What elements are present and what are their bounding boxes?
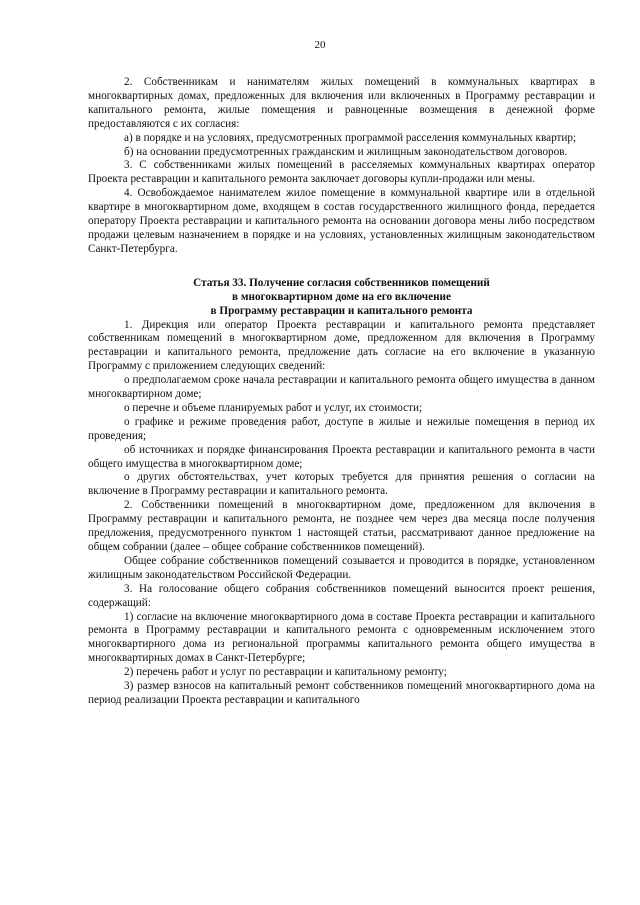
paragraph: 1. Дирекция или оператор Проекта реставрации и капитального ремонта представляет собственникам помещений в многоквартирном доме, предложенном для включения в Программу реставрации и капитального ремонта, предложение дать согласие на его включение в указанную Программу с приложением следующих сведений: xyxy=(88,318,595,373)
article-heading-line: в Программу реставрации и капитального ремонта xyxy=(210,304,473,317)
paragraph: об источниках и порядке финансирования Проекта реставрации и капитального ремонта в части общего имущества в многоквартирном доме; xyxy=(88,443,595,470)
page-number: 20 xyxy=(314,39,326,51)
article-heading-line: Статья 33. Получение согласия собственников помещений xyxy=(193,276,490,289)
document-body xyxy=(88,76,595,708)
paragraph: 2. Собственники помещений в многоквартирном доме, предложенном для включения в Программу реставрации и капитального ремонта, не позднее чем через два месяца после получения предложения, предусмотренного пунктом 1 настоящей статьи, рассматривают данное предложение на общем собрании (далее – общее собрание собственников помещений). xyxy=(88,499,595,553)
paragraph: а) в порядке и на условиях, предусмотренных программой расселения коммунальных квартир; xyxy=(124,131,577,144)
paragraph: 4. Освобождаемое нанимателем жилое помещение в коммунальной квартире или в отдельной квартире в многоквартирном доме, входящем в состав государственного жилищного фонда, передается оператору Проекта реставрации и капитального ремонта на основании договора мены либо посредством продажи целевым назначением в порядке и на условиях, установленных жилищным законодательством Санкт-Петербурга. xyxy=(88,187,595,255)
paragraph: 3. С собственниками жилых помещений в расселяемых коммунальных квартирах оператор Проекта реставрации и капитального ремонта заключает договоры купли-продажи или мены. xyxy=(88,159,595,186)
paragraph: 2) перечень работ и услуг по реставрации и капитальному ремонту; xyxy=(124,666,447,679)
paragraph: о других обстоятельствах, учет которых требуется для принятия решения о согласии на включение в Программу реставрации и капитального ремонта. xyxy=(88,471,595,498)
paragraph: 3) размер взносов на капитальный ремонт собственников помещений многоквартирного дома на период реализации Проекта реставрации и капитального xyxy=(88,680,595,706)
paragraph: о предполагаемом сроке начала реставрации и капитального ремонта общего имущества в данном многоквартирном доме; xyxy=(88,374,595,401)
paragraph: о графике и режиме проведения работ, доступе в жилые и нежилые помещения в период их проведения; xyxy=(88,415,595,442)
paragraph: 2. Собственникам и нанимателям жилых помещений в коммунальных квартирах в многоквартирных домах, предложенных для включения или включенных в Программу реставрации и капитального ремонта, жилые помещения и равноценные возмещения в денежной форме предоставляются с их согласия: xyxy=(88,76,595,130)
paragraph: о перечне и объеме планируемых работ и услуг, их стоимости; xyxy=(124,401,423,414)
paragraph: Общее собрание собственников помещений созывается и проводится в порядке, установленном жилищным законодательством Российской Федерации. xyxy=(88,554,595,581)
article-heading-line: в многоквартирном доме на его включение xyxy=(232,290,451,303)
paragraph: 3. На голосование общего собрания собственников помещений выносится проект решения, содержащий: xyxy=(88,582,595,609)
article-heading xyxy=(88,277,595,319)
paragraph: 1) согласие на включение многоквартирного дома в составе Проекта реставрации и капитального ремонта в Программу реставрации и капитального ремонта с одновременным исключением этого многоквартирного дома из региональной программы капитального ремонта общего имущества в многоквартирных домах в Санкт-Петербурге; xyxy=(88,610,595,665)
paragraph: б) на основании предусмотренных гражданским и жилищным законодательством договоров. xyxy=(124,145,568,158)
